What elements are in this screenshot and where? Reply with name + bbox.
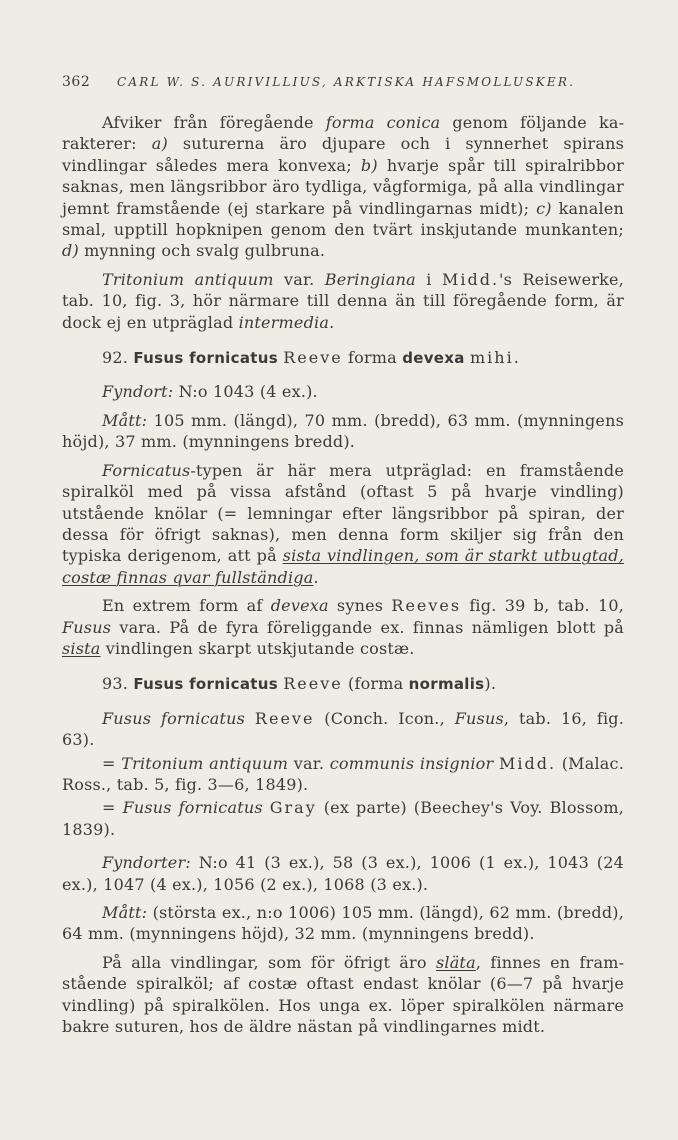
fyndort-92: Fyndort: N:o 1043 (4 ex.). xyxy=(102,382,318,402)
page-header xyxy=(62,74,622,96)
synonym-3: = Fusus fornicatus Gray (ex parte) (Beechey's Voy. Blossom, 1839). xyxy=(62,798,624,839)
paragraph-forma-description: Afviker från föregående forma conica genom följande karakterer: a) suturerna äro djupare och i synnerhet spirans vindlingar således mera konvexa; b) hvarje spår till spiralribbor saknas, men längsribbor äro tydliga, vågformiga, på alla vindlingar jemnt framstående (ej starkare på vindlingarnas midt); c) kanalen smal, upptill hopknipen genom den tvärt inskjutande munkanten; d) mynning och svalg gulbruna. xyxy=(62,113,625,261)
paragraph-fornicatus-typen: Fornicatus-typen är här mera utpräglad: en framstående spiralköl med på vissa afstånd (oftast 5 på hvarje vindling) utstående knölar (= lemningar efter längsribbor på spiran, der dessa för öfrigt saknas), men denna form skiljer sig från den typiska derigenom, att på sista vindlingen, som är starkt utbugtad, costæ finnas qvar fullständiga. xyxy=(62,460,624,587)
species-heading-92: 92. Fusus fornicatus Reeve forma devexa mihi. xyxy=(102,348,521,368)
synonym-1: Fusus fornicatus Reeve (Conch. Icon., Fusus, tab. 16, fig. 63). xyxy=(62,708,625,750)
matt-92: Mått: 105 mm. (längd), 70 mm. (bredd), 63 mm. (mynningens höjd), 37 mm. (mynningens bredd). xyxy=(62,410,624,452)
running-head: CARL W. S. AURIVILLIUS, ARKTISKA HAFSMOLLUSKER. xyxy=(117,75,576,89)
synonym-2: = Tritonium antiquum var. communis insignior Midd. (Malac. Ross., tab. 5, fig. 3—6, 1849). xyxy=(62,753,624,794)
species-heading-93: 93. Fusus fornicatus Reeve (forma normalis). xyxy=(102,674,497,694)
paragraph-tritonium-note: Tritonium antiquum var. Beringiana i Midd.'s Reisewerke, tab. 10, fig. 3, hör närmare till denna än till föregående form, är dock ej en utpräglad intermedia. xyxy=(62,269,625,332)
paragraph-vindlingar: På alla vindlingar, som för öfrigt äro släta, finnes en framstående spiralköl; af costæ oftast endast knölar (6—7 på hvarje vindling) på spiralkölen. Hos unga ex. löper spiralkölen närmare bakre suturen, hos de äldre nästan på vindlingarnes midt. xyxy=(62,952,624,1037)
body-text xyxy=(62,112,624,1037)
paragraph-extreme-form: En extrem form af devexa synes Reeves fig. 39 b, tab. 10, Fusus vara. På de fyra föreliggande ex. finnas nämligen blott på sista vindlingen skarpt utskjutande costæ. xyxy=(62,596,624,658)
matt-93: Mått: (största ex., n:o 1006) 105 mm. (längd), 62 mm. (bredd), 64 mm. (mynningens höjd), 32 mm. (mynningens bredd). xyxy=(62,903,624,944)
page-number: 362 xyxy=(62,74,91,90)
fyndorter-93: Fyndorter: N:o 41 (3 ex.), 58 (3 ex.), 1006 (1 ex.), 1043 (24 ex.), 1047 (4 ex.), 1056 (2 ex.), 1068 (3 ex.). xyxy=(62,853,624,894)
